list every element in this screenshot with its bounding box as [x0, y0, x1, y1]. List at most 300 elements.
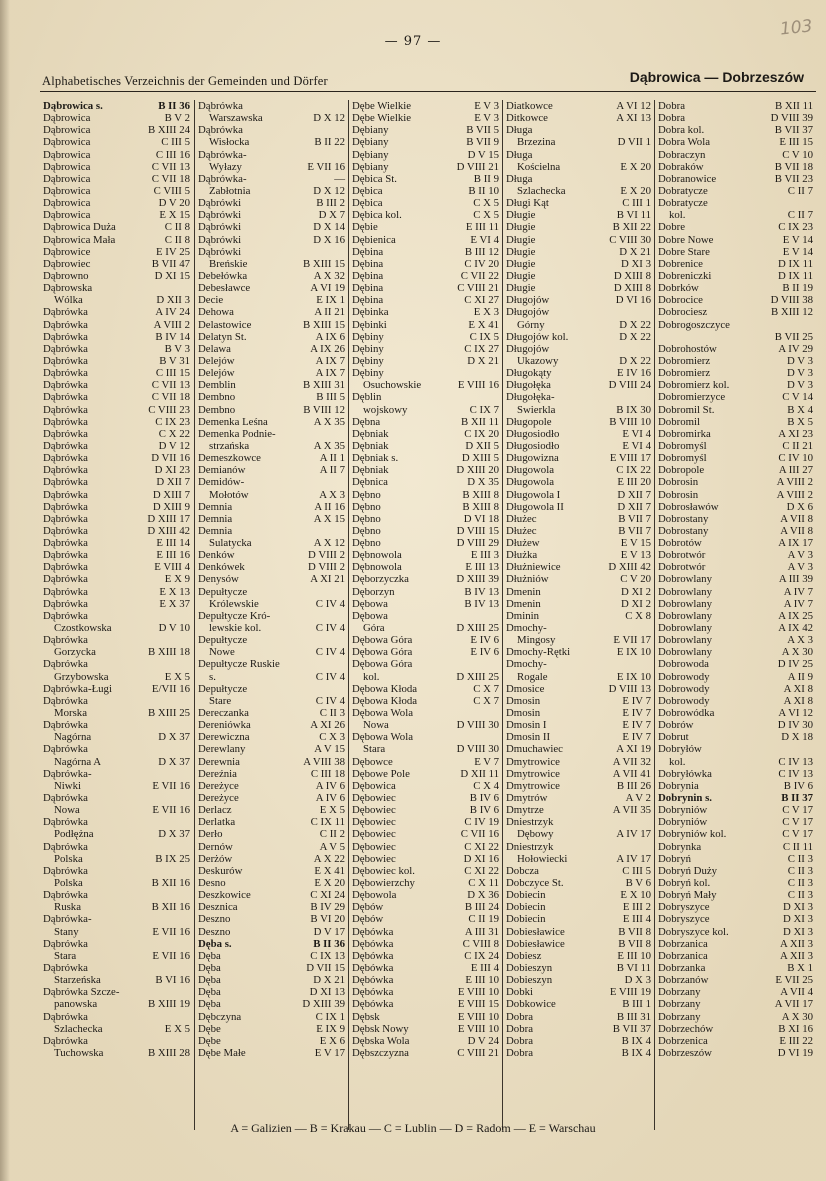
place-name: Dereniówka: [198, 719, 251, 732]
place-name: Morska: [54, 707, 87, 720]
map-reference: A X 3: [787, 634, 813, 647]
place-name: Dobiesz: [506, 949, 542, 962]
place-name: Tuchowska: [54, 1046, 104, 1059]
map-reference: B X 4: [787, 403, 813, 416]
place-name: Dębowe Pole: [352, 767, 410, 780]
place-name: Dąbrówka: [43, 816, 88, 829]
index-entry: [503, 841, 655, 853]
index-entry: [195, 926, 349, 938]
map-reference: C IX 5: [469, 330, 499, 343]
map-reference: E X 13: [159, 585, 190, 598]
place-name: Dobki: [506, 986, 533, 999]
index-entry: [655, 926, 817, 938]
map-reference: E X 5: [164, 670, 190, 683]
index-entry: [40, 537, 194, 549]
place-name: Dęba: [198, 998, 221, 1011]
map-reference: D X 3: [624, 974, 651, 987]
index-entry: [503, 658, 655, 670]
map-reference: A X 22: [313, 852, 345, 865]
index-entry: [655, 428, 817, 440]
index-entry: [349, 889, 503, 901]
index-entry: [195, 586, 349, 598]
place-name: Dębowa Góra: [352, 658, 413, 671]
index-entry: [40, 828, 194, 840]
map-reference: D VIII 15: [456, 524, 499, 537]
map-reference: A VII 8: [780, 524, 813, 537]
index-entry: [655, 173, 817, 185]
index-entry: [503, 962, 655, 974]
index-entry: [655, 841, 817, 853]
map-reference: C X 11: [468, 877, 499, 889]
place-name: Dąbrówka: [43, 367, 88, 380]
map-reference: E III 2: [622, 901, 651, 914]
index-entry: [349, 561, 503, 573]
place-name: Gorzycka: [54, 646, 96, 659]
place-name: Delawa: [198, 342, 231, 355]
place-name: Dobryszyce: [658, 901, 710, 914]
place-name: Dmytrowice: [506, 767, 560, 780]
map-reference: E X 9: [164, 573, 190, 586]
index-entry: [195, 974, 349, 986]
place-name: Demenka Leśna: [198, 415, 268, 428]
index-entry: [503, 889, 655, 901]
index-entry: [195, 476, 349, 488]
map-reference: B VI 20: [310, 913, 345, 926]
index-entry: [195, 865, 349, 877]
index-entry: [503, 622, 655, 634]
place-name: Długa: [506, 172, 533, 185]
index-entry: [195, 367, 349, 379]
map-reference: B II 22: [314, 136, 345, 149]
place-name: Dąbrowica: [43, 184, 91, 197]
place-name: Długojów: [506, 342, 550, 355]
index-entry: [349, 756, 503, 768]
place-name: Dąbrowice: [43, 245, 91, 258]
map-reference: D VI 18: [463, 512, 499, 525]
index-entry: [40, 780, 194, 792]
place-name: Dąbrówka: [43, 476, 88, 489]
map-reference: D X 36: [467, 889, 499, 902]
map-reference: B XII 11: [775, 100, 813, 112]
place-name: Depułtycze: [198, 682, 248, 695]
index-entry: [503, 950, 655, 962]
place-name: Długa: [506, 148, 533, 161]
map-reference: D XIII 17: [147, 512, 190, 525]
index-entry: [40, 452, 194, 464]
map-reference: D X 7: [318, 209, 345, 222]
map-reference: D VIII 13: [608, 682, 651, 695]
place-name: Długojów kol.: [506, 330, 569, 343]
index-entry: [349, 367, 503, 379]
place-name: Dobrosławów: [658, 500, 719, 513]
place-name: Stany: [54, 925, 79, 938]
place-name: Dąbrowica: [43, 136, 91, 149]
index-entry: [349, 926, 503, 938]
place-name: Dobczyce St.: [506, 877, 564, 889]
index-entry: [195, 986, 349, 998]
place-name: Dąbrówka: [43, 306, 88, 319]
map-reference: E IV 7: [622, 694, 651, 707]
map-reference: A IX 6: [315, 330, 345, 343]
map-reference: D VII 15: [306, 961, 345, 974]
place-name: Debesławce: [198, 282, 251, 295]
index-entry: [349, 719, 503, 731]
index-entry: [195, 124, 349, 136]
index-entry: [349, 537, 503, 549]
map-reference: D X 37: [158, 731, 190, 744]
place-name: Dobryszyce kol.: [658, 925, 729, 938]
place-name: Dębczyna: [198, 1010, 242, 1023]
place-name: Polska: [54, 852, 83, 865]
place-name: Sulatycka: [209, 537, 252, 550]
place-name: Dębina: [352, 294, 384, 307]
map-reference: C IX 24: [464, 949, 499, 962]
map-reference: D XI 13: [309, 986, 345, 999]
place-name: Dębica kol.: [352, 209, 402, 222]
place-name: Dąbrówka: [43, 634, 88, 647]
place-name: Dębiany: [352, 148, 389, 161]
map-reference: A X 35: [313, 439, 345, 452]
map-reference: C IX 23: [155, 415, 190, 428]
index-entry: [40, 719, 194, 731]
place-name: Dębówka: [352, 937, 394, 950]
place-name: Rogale: [517, 670, 548, 683]
index-entry: [503, 209, 655, 221]
index-entry: [655, 209, 817, 221]
place-name: Dminin: [506, 609, 539, 622]
place-name: Dębowa Wola: [352, 707, 413, 720]
index-entry: [655, 112, 817, 124]
index-entry: [655, 804, 817, 816]
index-entry: [40, 622, 194, 634]
place-name: Dębowa Kłoda: [352, 682, 418, 695]
map-reference: B III 26: [616, 779, 651, 792]
map-reference: E VIII 4: [154, 561, 190, 574]
place-name: Dębowa Wola: [352, 731, 413, 744]
index-entry: [503, 476, 655, 488]
index-entry: [655, 391, 817, 403]
map-reference: B XIII 15: [303, 318, 345, 331]
place-name: Dembno: [198, 391, 236, 404]
index-entry: [349, 136, 503, 148]
map-reference: D V 3: [786, 354, 813, 367]
index-entry: [503, 379, 655, 391]
index-entry: [655, 136, 817, 148]
place-name: Breńskie: [209, 257, 248, 270]
place-name: Dębska Wola: [352, 1034, 410, 1047]
map-reference: E III 10: [465, 974, 499, 987]
place-name: Dębówka: [352, 998, 394, 1011]
map-reference: B XIII 12: [771, 306, 813, 319]
map-reference: D XI 3: [621, 257, 651, 270]
place-name: Dębowiec: [352, 816, 396, 829]
map-reference: C IX 23: [778, 221, 813, 234]
index-entry: [40, 707, 194, 719]
index-entry: [40, 756, 194, 768]
index-entry: [503, 355, 655, 367]
index-entry: [655, 889, 817, 901]
map-reference: D XIII 8: [613, 269, 651, 282]
index-entry: [503, 877, 655, 889]
place-name: Delejów: [198, 367, 235, 380]
place-name: Dębe: [198, 1022, 221, 1035]
place-name: Desno: [198, 877, 226, 889]
index-entry: [195, 537, 349, 549]
index-entry: [40, 197, 194, 209]
map-reference: D VIII 39: [770, 112, 813, 125]
index-entry: [655, 901, 817, 913]
place-name: Derło: [198, 828, 223, 841]
map-reference: C XI 27: [464, 294, 499, 307]
index-entry: [195, 1023, 349, 1035]
place-name: Dobrotwór: [658, 561, 706, 574]
index-entry: [40, 391, 194, 403]
map-reference: B XII 16: [151, 877, 190, 889]
map-reference: E VI 4: [470, 233, 499, 246]
map-reference: D V 3: [786, 379, 813, 392]
map-reference: B XIII 8: [462, 488, 499, 501]
place-name: Dąbrówka: [198, 100, 243, 112]
place-name: Dębe Wielkie: [352, 112, 412, 125]
place-name: Dereźnia: [198, 767, 237, 780]
index-entry: [349, 962, 503, 974]
index-entry: [503, 707, 655, 719]
index-entry: [349, 671, 503, 683]
map-reference: E VII 16: [307, 160, 345, 173]
place-name: Dąbrowno: [43, 269, 89, 282]
place-name: Szlachecka: [517, 184, 566, 197]
index-entry: [349, 489, 503, 501]
index-entry: [349, 173, 503, 185]
map-reference: E X 20: [620, 160, 651, 173]
map-reference: C II 3: [787, 864, 813, 877]
map-reference: D VII 16: [151, 452, 190, 465]
index-entry: [195, 780, 349, 792]
index-entry: [503, 926, 655, 938]
map-reference: C VIII 23: [148, 403, 190, 416]
index-entry: [40, 1023, 194, 1035]
index-entry: [655, 343, 817, 355]
map-reference: E X 41: [468, 318, 499, 331]
place-name: Dobrzenica: [658, 1034, 708, 1047]
map-reference: B IV 13: [464, 597, 499, 610]
index-entry: [503, 136, 655, 148]
index-entry: [195, 100, 349, 112]
place-name: Depułtycze Ruskie: [198, 658, 280, 671]
index-entry: [349, 913, 503, 925]
index-entry: [349, 258, 503, 270]
place-name: wojskowy: [363, 403, 408, 416]
map-reference: D XIII 8: [613, 282, 651, 295]
index-entry: [349, 549, 503, 561]
map-reference: B IX 4: [621, 1046, 651, 1059]
index-entry: [349, 974, 503, 986]
index-entry: [195, 950, 349, 962]
map-reference: E V 3: [474, 112, 499, 125]
place-name: Demnia: [198, 524, 233, 537]
map-reference: B X 1: [787, 961, 813, 974]
index-entry: [503, 938, 655, 950]
place-name: Delastowice: [198, 318, 252, 331]
index-entry: [655, 379, 817, 391]
index-entry: [40, 319, 194, 331]
place-name: Dobrzanka: [658, 961, 706, 974]
index-entry: [349, 440, 503, 452]
place-name: Dmosin: [506, 694, 541, 707]
map-reference: C IV 4: [315, 646, 345, 659]
map-reference: D XI 23: [154, 464, 190, 477]
index-entry: [40, 270, 194, 282]
map-reference: B XII 16: [151, 901, 190, 914]
place-name: Dębiany: [352, 136, 389, 149]
place-name: Dąbrówka: [43, 342, 88, 355]
place-name: Decie: [198, 294, 224, 307]
map-reference: B IX 30: [616, 403, 651, 416]
place-name: Dmochy-Rętki: [506, 646, 571, 659]
place-name: Dębowiec: [352, 852, 396, 865]
index-entry: [655, 489, 817, 501]
map-reference: C VIII 5: [153, 184, 190, 197]
map-reference: D X 12: [313, 184, 345, 197]
index-entry: [40, 865, 194, 877]
index-entry: [40, 695, 194, 707]
map-reference: D X 22: [619, 318, 651, 331]
map-reference: A V 3: [787, 561, 813, 574]
map-reference: B VII 7: [618, 524, 651, 537]
map-reference: D IV 30: [777, 719, 813, 732]
index-entry: [503, 537, 655, 549]
index-entry: [40, 404, 194, 416]
map-reference: C II 7: [787, 209, 813, 222]
index-entry: [655, 634, 817, 646]
place-name: Dąbrówka: [43, 719, 88, 732]
place-name: Dęba: [198, 961, 221, 974]
map-reference: D XI 2: [621, 597, 651, 610]
place-name: Długie: [506, 221, 536, 234]
index-entry: [195, 209, 349, 221]
index-entry: [503, 428, 655, 440]
map-reference: D XIII 5: [461, 452, 499, 465]
map-reference: C II 3: [319, 707, 345, 720]
index-entry: [655, 416, 817, 428]
index-entry: [349, 901, 503, 913]
place-name: Dobrowódka: [658, 707, 715, 720]
place-name: Dąbrówka: [43, 452, 88, 465]
map-reference: A X 35: [313, 415, 345, 428]
index-entry: [503, 1023, 655, 1035]
place-name: Dębnica: [352, 476, 388, 489]
index-entry: [40, 185, 194, 197]
index-entry: [349, 331, 503, 343]
map-reference: E III 4: [622, 913, 651, 926]
index-column-5: [654, 100, 817, 1130]
map-reference: C IV 13: [778, 767, 813, 780]
place-name: Dobryłówka: [658, 767, 712, 780]
map-reference: E III 4: [470, 961, 499, 974]
map-reference: B XII 22: [612, 221, 651, 234]
index-entry: [349, 816, 503, 828]
index-entry: [40, 634, 194, 646]
index-entry: [195, 221, 349, 233]
place-name: Dobre Nowe: [658, 233, 714, 246]
map-reference: C IV 20: [464, 257, 499, 270]
place-name: Długi Kąt: [506, 197, 549, 210]
map-reference: C III 5: [161, 136, 190, 149]
place-name: Dąbrowica: [43, 209, 91, 222]
map-reference: C VII 18: [151, 391, 190, 404]
index-entry: [195, 792, 349, 804]
map-reference: A VII 35: [612, 804, 651, 817]
map-reference: C XI 24: [310, 889, 345, 902]
map-reference: A IV 29: [778, 342, 813, 355]
place-name: Dembno: [198, 403, 236, 416]
place-name: Długosiodło: [506, 439, 560, 452]
place-name: Dobrynia: [658, 779, 699, 792]
map-reference: A VI 19: [310, 282, 345, 295]
index-entry: [195, 319, 349, 331]
place-name: Dębe Wielkie: [352, 100, 412, 112]
index-entry: [655, 658, 817, 670]
index-entry: [349, 586, 503, 598]
index-entry: [195, 756, 349, 768]
map-reference: A V 2: [625, 792, 651, 805]
index-entry: [349, 464, 503, 476]
map-reference: B XII 11: [461, 415, 499, 428]
index-entry: [349, 986, 503, 998]
index-entry: [655, 282, 817, 294]
map-reference: C III 15: [155, 367, 190, 380]
index-entry: [195, 404, 349, 416]
place-name: Dobrzechów: [658, 1022, 714, 1035]
index-entry: [195, 440, 349, 452]
index-entry: [655, 404, 817, 416]
map-reference: C X 5: [473, 197, 499, 210]
place-name: Dobieszyn: [506, 961, 553, 974]
map-reference: A II 1: [319, 452, 345, 465]
index-entry: [655, 306, 817, 318]
map-reference: A XI 8: [783, 682, 813, 695]
map-reference: C V 14: [782, 391, 813, 404]
index-entry: [655, 513, 817, 525]
place-name: Dębina: [352, 282, 384, 295]
index-entry: [195, 1047, 349, 1059]
map-reference: C III 16: [155, 148, 190, 161]
place-name: Derlatka: [198, 816, 236, 829]
map-reference: E X 20: [314, 877, 345, 889]
place-name: Dąbrówka: [43, 1034, 88, 1047]
index-entry: [195, 707, 349, 719]
index-entry: [40, 926, 194, 938]
index-entry: [40, 173, 194, 185]
place-name: Dąbrówka: [43, 573, 88, 586]
map-reference: D X 22: [619, 354, 651, 367]
place-name: Dereczanka: [198, 707, 249, 720]
place-name: Dębina: [352, 257, 384, 270]
place-name: Dobryń: [658, 852, 691, 865]
place-name: Dłużec: [506, 524, 537, 537]
place-name: Dąbrówka: [43, 694, 88, 707]
map-reference: B II 10: [468, 184, 499, 197]
index-entry: [195, 525, 349, 537]
map-reference: B XIII 31: [303, 379, 345, 392]
index-entry: [503, 865, 655, 877]
map-reference: E VII 16: [152, 925, 190, 938]
map-reference: C IV 4: [315, 622, 345, 635]
index-entry: [655, 865, 817, 877]
index-entry: [349, 950, 503, 962]
place-name: Długosiodło: [506, 427, 560, 440]
place-name: Dobryniów kol.: [658, 828, 727, 841]
